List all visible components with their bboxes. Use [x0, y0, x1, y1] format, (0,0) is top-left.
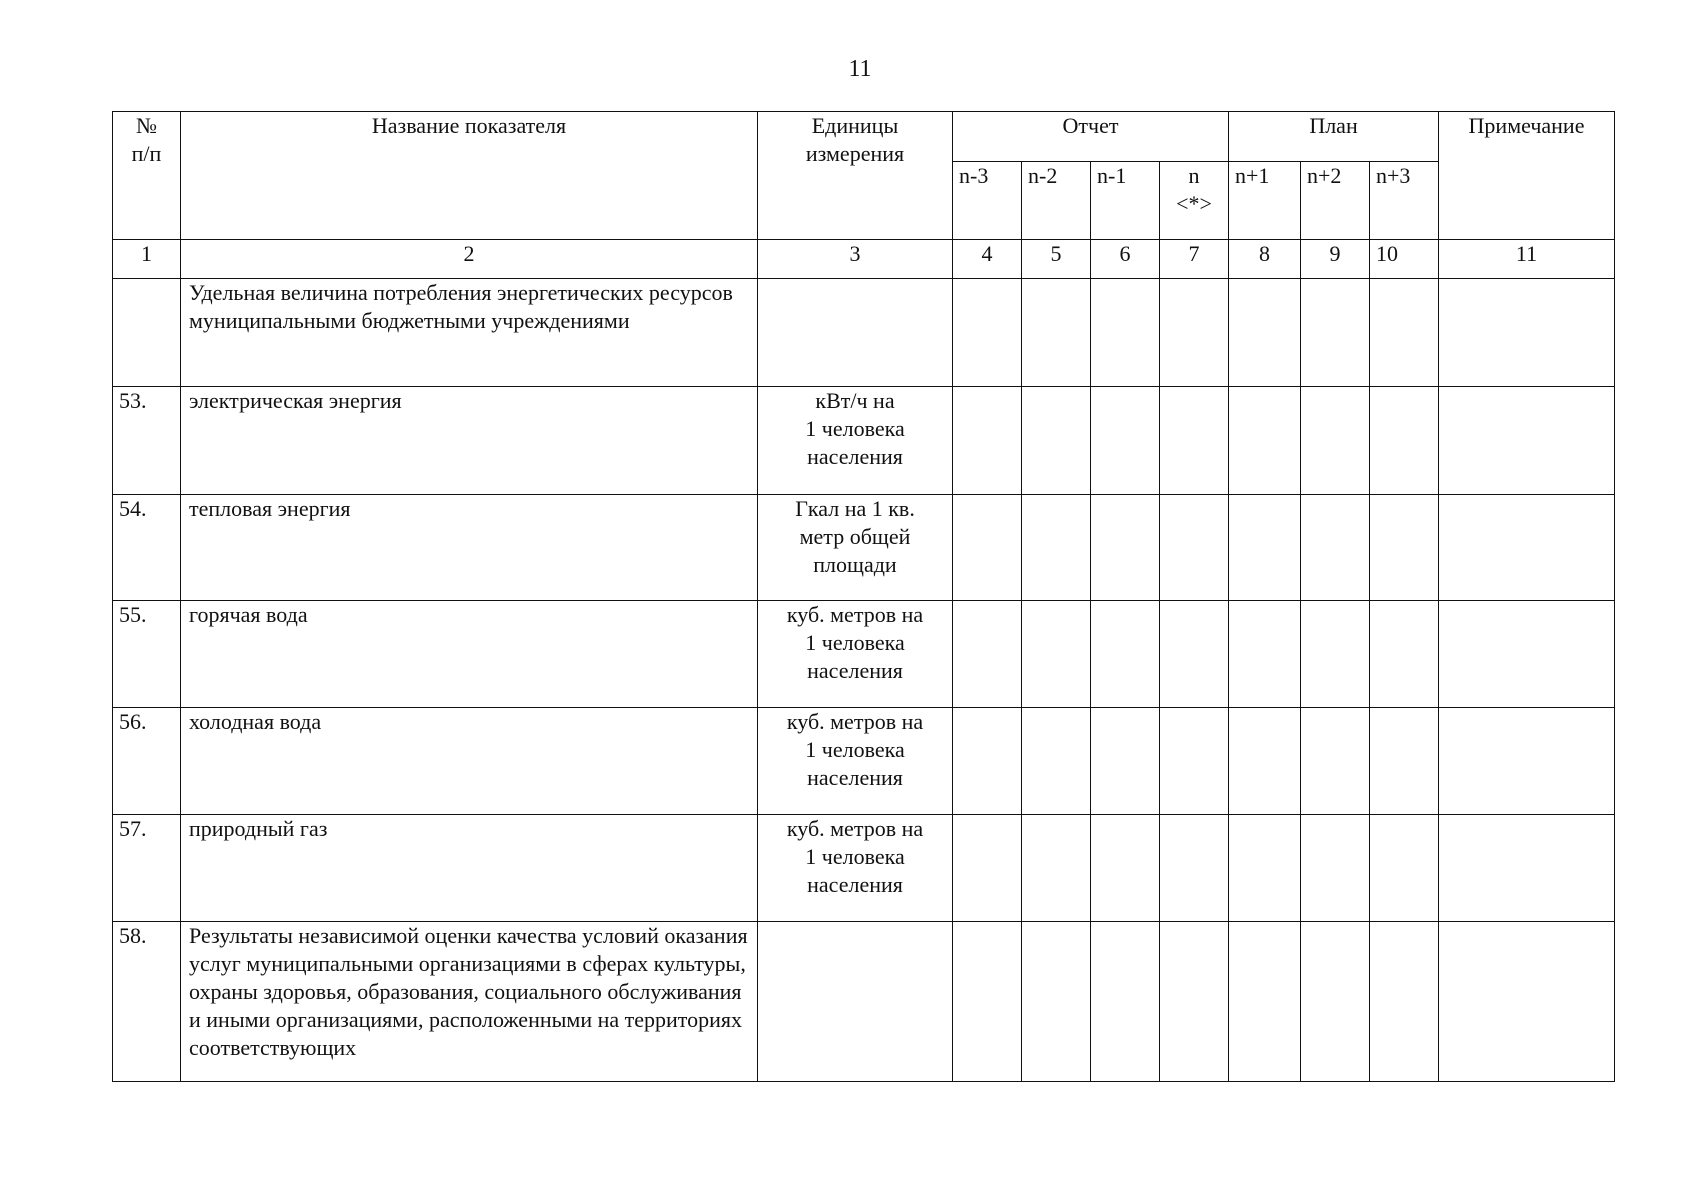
- header-name: Название показателя: [181, 112, 758, 240]
- header-sub-period: n+1: [1229, 162, 1301, 240]
- note-cell: [1439, 922, 1615, 1082]
- value-cell: [1301, 601, 1370, 708]
- value-cell: [1160, 279, 1229, 387]
- note-cell: [1439, 279, 1615, 387]
- value-cell: [1301, 387, 1370, 495]
- table-row: [113, 815, 1615, 922]
- row-number: [113, 279, 181, 387]
- note-cell: [1439, 601, 1615, 708]
- value-cell: [1229, 922, 1301, 1082]
- row-number: 57.: [113, 815, 181, 922]
- indicator-name: холодная вода: [181, 708, 758, 815]
- value-cell: [1160, 387, 1229, 495]
- value-cell: [1301, 495, 1370, 601]
- value-cell: [1091, 922, 1160, 1082]
- indicator-name: Удельная величина потребления энергетических ресурсов муниципальными бюджетными учреждениями: [181, 279, 758, 387]
- indicator-name: горячая вода: [181, 601, 758, 708]
- column-number: 11: [1439, 240, 1615, 279]
- value-cell: [1301, 815, 1370, 922]
- value-cell: [1022, 708, 1091, 815]
- table-row: [113, 708, 1615, 815]
- column-number: 7: [1160, 240, 1229, 279]
- value-cell: [1022, 922, 1091, 1082]
- value-cell: [1160, 815, 1229, 922]
- table-row: [113, 495, 1615, 601]
- value-cell: [953, 922, 1022, 1082]
- value-cell: [953, 279, 1022, 387]
- value-cell: [1229, 387, 1301, 495]
- value-cell: [1229, 815, 1301, 922]
- value-cell: [1370, 922, 1439, 1082]
- header-sub-period: n-3: [953, 162, 1022, 240]
- value-cell: [1022, 815, 1091, 922]
- column-number: 2: [181, 240, 758, 279]
- unit-cell: куб. метров на 1 человека населения: [758, 815, 953, 922]
- table-row: [113, 601, 1615, 708]
- value-cell: [953, 495, 1022, 601]
- value-cell: [1229, 601, 1301, 708]
- unit-cell: [758, 922, 953, 1082]
- value-cell: [1370, 815, 1439, 922]
- value-cell: [1301, 279, 1370, 387]
- value-cell: [1229, 708, 1301, 815]
- table-row: [113, 387, 1615, 495]
- column-number: 1: [113, 240, 181, 279]
- value-cell: [1091, 815, 1160, 922]
- unit-cell: [758, 279, 953, 387]
- row-number: 54.: [113, 495, 181, 601]
- indicator-name: электрическая энергия: [181, 387, 758, 495]
- row-number: 56.: [113, 708, 181, 815]
- value-cell: [1091, 495, 1160, 601]
- table-row: [113, 279, 1615, 387]
- header-sub-period: n+2: [1301, 162, 1370, 240]
- value-cell: [1091, 708, 1160, 815]
- table-row: [113, 922, 1615, 1082]
- header-report-group: Отчет: [953, 112, 1229, 162]
- header-note: Примечание: [1439, 112, 1615, 240]
- indicator-name: тепловая энергия: [181, 495, 758, 601]
- note-cell: [1439, 387, 1615, 495]
- indicator-name: природный газ: [181, 815, 758, 922]
- header-sub-period: n+3: [1370, 162, 1439, 240]
- column-number: 8: [1229, 240, 1301, 279]
- column-number: 5: [1022, 240, 1091, 279]
- value-cell: [1370, 495, 1439, 601]
- value-cell: [1229, 495, 1301, 601]
- page-number: 11: [848, 56, 872, 82]
- value-cell: [1229, 279, 1301, 387]
- value-cell: [1160, 922, 1229, 1082]
- value-cell: [1022, 279, 1091, 387]
- value-cell: [1160, 495, 1229, 601]
- indicator-name: Результаты независимой оценки качества условий оказания услуг муниципальными организациями в сферах культуры, охраны здоровья, образования, социального обслуживания и иными организациями, расположенными на территориях соответствующих: [181, 922, 758, 1082]
- unit-cell: куб. метров на 1 человека населения: [758, 708, 953, 815]
- header-sub-period: n <*>: [1160, 162, 1229, 240]
- column-number: 4: [953, 240, 1022, 279]
- value-cell: [1022, 495, 1091, 601]
- value-cell: [1301, 708, 1370, 815]
- row-number: 55.: [113, 601, 181, 708]
- value-cell: [1370, 708, 1439, 815]
- row-number: 53.: [113, 387, 181, 495]
- value-cell: [1301, 922, 1370, 1082]
- header-plan-group: План: [1229, 112, 1439, 162]
- value-cell: [1370, 387, 1439, 495]
- note-cell: [1439, 708, 1615, 815]
- header-sub-period: n-1: [1091, 162, 1160, 240]
- value-cell: [953, 815, 1022, 922]
- column-number: 9: [1301, 240, 1370, 279]
- column-number: 6: [1091, 240, 1160, 279]
- value-cell: [953, 387, 1022, 495]
- note-cell: [1439, 815, 1615, 922]
- value-cell: [1022, 387, 1091, 495]
- header-num: № п/п: [113, 112, 181, 240]
- value-cell: [1091, 279, 1160, 387]
- header-unit: Единицы измерения: [758, 112, 953, 240]
- value-cell: [953, 708, 1022, 815]
- column-number: 10: [1370, 240, 1439, 279]
- value-cell: [1160, 708, 1229, 815]
- value-cell: [1091, 601, 1160, 708]
- value-cell: [1160, 601, 1229, 708]
- value-cell: [1370, 279, 1439, 387]
- header-sub-period: n-2: [1022, 162, 1091, 240]
- indicators-table: [112, 111, 1615, 1082]
- value-cell: [1022, 601, 1091, 708]
- row-number: 58.: [113, 922, 181, 1082]
- value-cell: [953, 601, 1022, 708]
- value-cell: [1091, 387, 1160, 495]
- value-cell: [1370, 601, 1439, 708]
- unit-cell: Гкал на 1 кв. метр общей площади: [758, 495, 953, 601]
- unit-cell: кВт/ч на 1 человека населения: [758, 387, 953, 495]
- column-number: 3: [758, 240, 953, 279]
- unit-cell: куб. метров на 1 человека населения: [758, 601, 953, 708]
- note-cell: [1439, 495, 1615, 601]
